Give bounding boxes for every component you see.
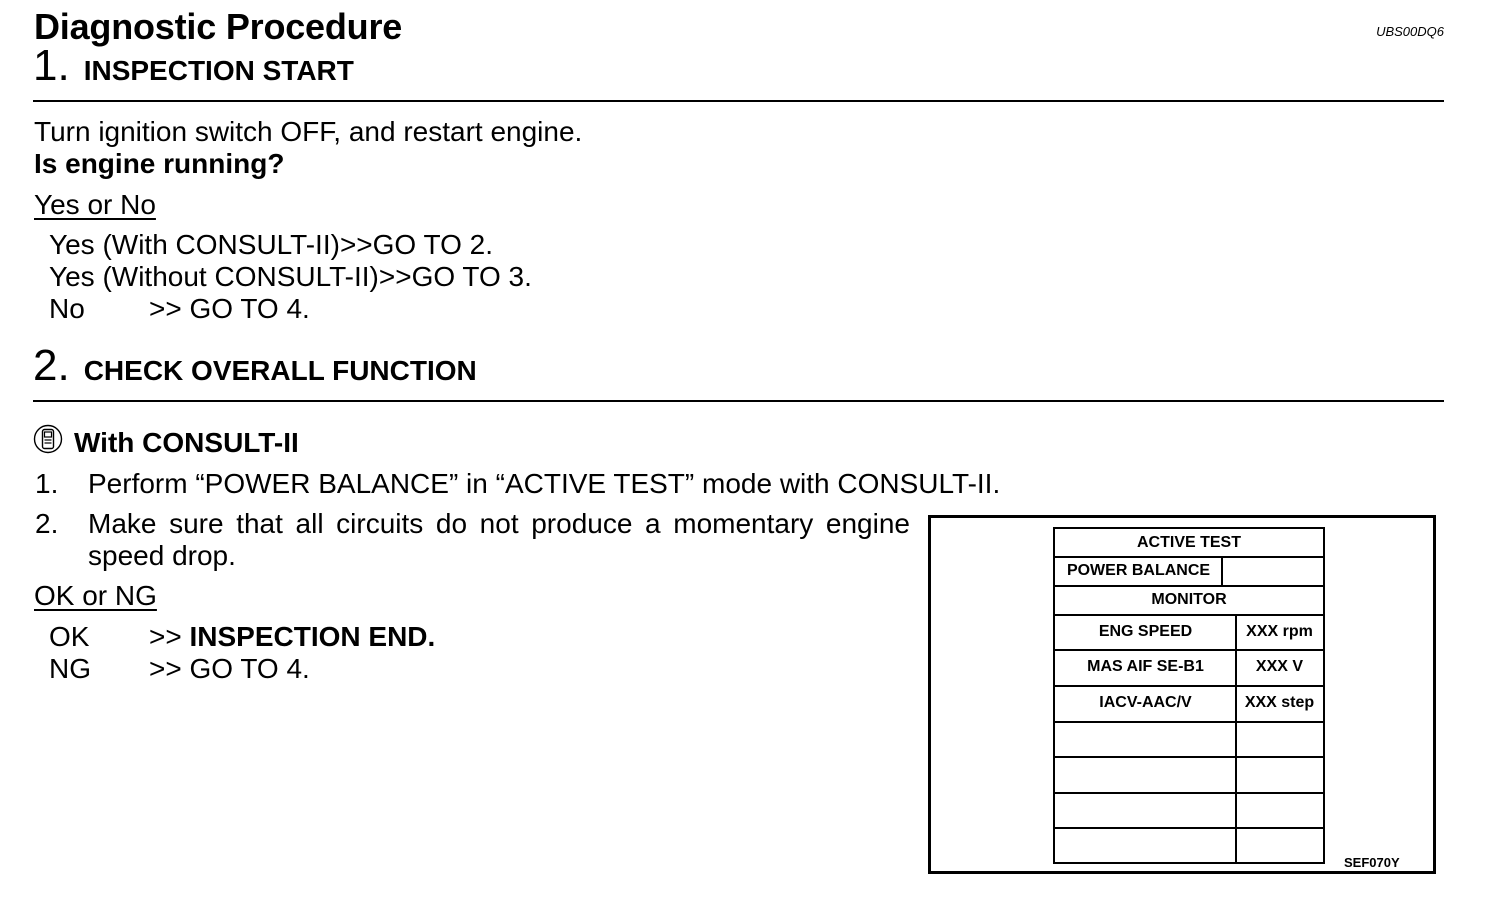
active-test-table <box>1053 527 1325 864</box>
step-2-title: CHECK OVERALL FUNCTION <box>83 355 477 386</box>
step-1-result-yes-consult: Yes (With CONSULT-II)>>GO TO 2. <box>49 229 493 260</box>
table-divider <box>1055 792 1323 794</box>
step-2-choice-header: OK or NG <box>34 580 157 611</box>
step-1-result-no-action: >> GO TO 4. <box>149 293 310 324</box>
step-1-rule <box>33 100 1444 102</box>
monitor-row-value: XXX rpm <box>1246 622 1313 640</box>
step-2-heading <box>33 341 477 390</box>
table-divider <box>1055 827 1323 829</box>
step-2-result-ng-action: >> GO TO 4. <box>149 653 310 684</box>
step-2-item-2-line-2: speed drop. <box>88 540 236 571</box>
consult-tester-icon <box>33 424 63 454</box>
monitor-row-value: XXX step <box>1244 694 1315 711</box>
step-2-rule <box>33 400 1444 402</box>
step-2-result-ok-label: OK <box>49 621 90 652</box>
monitor-header: MONITOR <box>1151 590 1227 608</box>
step-2-result-ok-prefix: >> <box>149 621 190 652</box>
step-1-result-no-label: No <box>49 293 85 324</box>
power-balance-value <box>1222 556 1323 585</box>
step-2-item-1-number: 1. <box>35 468 59 499</box>
monitor-row-name: IACV-AAC/V <box>1099 694 1192 711</box>
step-1-result-yes-no-consult: Yes (Without CONSULT-II)>>GO TO 3. <box>49 261 532 292</box>
step-2-number: 2. <box>33 341 70 390</box>
monitor-row-value: XXX V <box>1255 658 1304 675</box>
step-1-number: 1. <box>33 41 70 90</box>
table-divider <box>1055 721 1323 723</box>
monitor-row-name: ENG SPEED <box>1098 622 1193 640</box>
step-1-heading <box>33 41 354 90</box>
step-2-result-ok-action <box>149 621 435 653</box>
monitor-row-name: MAS AIF SE-B1 <box>1087 658 1204 675</box>
step-2-result-ng-label: NG <box>49 653 91 684</box>
power-balance-item: POWER BALANCE <box>1066 561 1211 579</box>
step-2-item-2-number: 2. <box>35 508 59 539</box>
step-2-item-1-text: Perform “POWER BALANCE” in “ACTIVE TEST” mode with CONSULT-II. <box>88 468 1001 499</box>
document-code: UBS00DQ6 <box>1376 24 1444 39</box>
step-2-result-ok-end: INSPECTION END. <box>189 621 436 652</box>
page-title: Diagnostic Procedure <box>34 6 403 47</box>
step-1-question: Is engine running? <box>34 148 285 179</box>
active-test-header: ACTIVE TEST <box>1136 533 1241 551</box>
figure-code: SEF070Y <box>1344 855 1400 870</box>
step-1-title: INSPECTION START <box>83 55 354 86</box>
table-divider <box>1055 756 1323 758</box>
step-1-choice-header: Yes or No <box>34 189 156 220</box>
consult-heading: With CONSULT-II <box>74 427 299 458</box>
step-2-item-2-line-1: Make sure that all circuits do not produce a momentary engine <box>88 508 910 539</box>
step-1-instruction: Turn ignition switch OFF, and restart engine. <box>34 116 583 147</box>
